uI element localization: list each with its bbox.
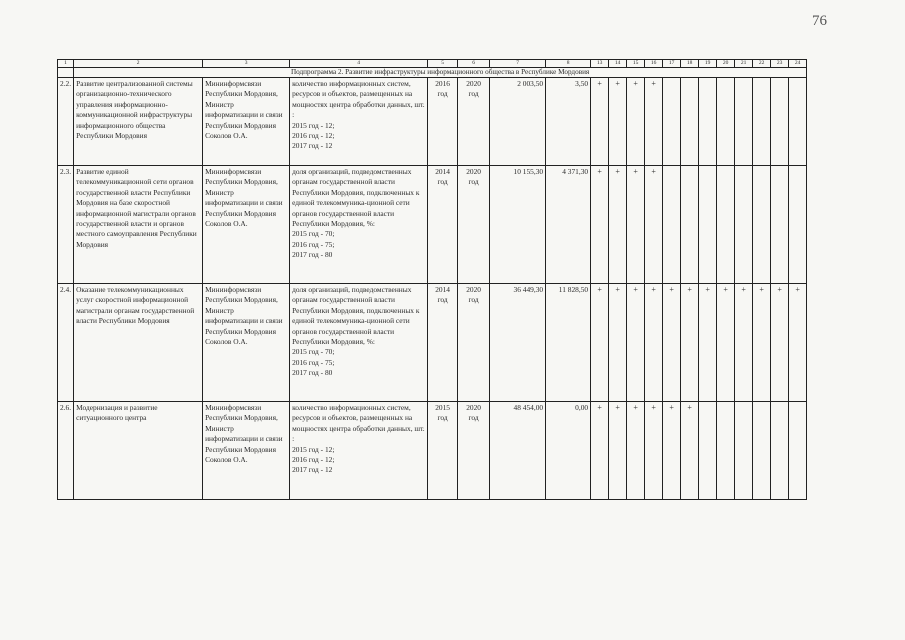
execution-mark: + xyxy=(645,284,663,402)
execution-mark xyxy=(789,166,807,284)
execution-mark: + xyxy=(663,402,681,500)
activity-name: Оказание телекоммуникационных услуг скоростной информационной магистрали органам государственной власти Республики Мордовия xyxy=(74,284,203,402)
execution-mark xyxy=(753,402,771,500)
executor: Мининформсвязи Республики Мордовия, Министр информатизации и связи Республики Мордовия Соколов О.А. xyxy=(203,78,290,166)
indicator: количество информационных систем, ресурсов и объектов, размещенных на мощностях центра обработки данных, шт. : 2015 год - 12; 2016 год - 12; 2017 год - 12 xyxy=(290,78,428,166)
execution-mark: + xyxy=(591,166,609,284)
row-number: 2.2. xyxy=(58,78,74,166)
indicator: доля организаций, подведомственных органам государственной власти Республики Мордовия, подключенных к единой телекоммуника-ционной сети органов государственной власти Республики Мордовия, %: 2015 год - 70; 2016 год - 75; 2017 год - 80 xyxy=(290,284,428,402)
column-number-row xyxy=(58,60,807,68)
execution-mark xyxy=(717,78,735,166)
execution-mark: + xyxy=(627,166,645,284)
start-year: 2016 год xyxy=(428,78,458,166)
total-funding: 2 003,50 xyxy=(490,78,546,166)
funding-value: 11 828,50 xyxy=(546,284,591,402)
execution-mark xyxy=(681,166,699,284)
execution-mark xyxy=(717,402,735,500)
table-row xyxy=(58,284,807,402)
column-number: 16 xyxy=(645,60,663,68)
funding-value: 0,00 xyxy=(546,402,591,500)
column-number: 20 xyxy=(717,60,735,68)
execution-mark: + xyxy=(645,402,663,500)
execution-mark: + xyxy=(753,284,771,402)
row-number: 2.3. xyxy=(58,166,74,284)
subprogram-title: Подпрограмма 2. Развитие инфраструктуры информационного общества в Республике Мордовия xyxy=(74,68,807,78)
table-row xyxy=(58,78,807,166)
start-year: 2014 год xyxy=(428,166,458,284)
execution-mark xyxy=(789,78,807,166)
funding-value: 4 371,30 xyxy=(546,166,591,284)
execution-mark: + xyxy=(591,402,609,500)
execution-mark: + xyxy=(609,78,627,166)
activity-name: Модернизация и развитие ситуационного центра xyxy=(74,402,203,500)
column-number: 2 xyxy=(74,60,203,68)
column-number: 18 xyxy=(681,60,699,68)
total-funding: 48 454,00 xyxy=(490,402,546,500)
execution-mark: + xyxy=(627,78,645,166)
total-funding: 10 155,30 xyxy=(490,166,546,284)
execution-mark xyxy=(699,78,717,166)
row-number: 2.4. xyxy=(58,284,74,402)
execution-mark xyxy=(753,78,771,166)
column-number: 15 xyxy=(627,60,645,68)
execution-mark xyxy=(717,166,735,284)
column-number: 24 xyxy=(789,60,807,68)
program-activities-table xyxy=(57,59,807,500)
executor: Мининформсвязи Республики Мордовия, Министр информатизации и связи Республики Мордовия Соколов О.А. xyxy=(203,166,290,284)
execution-mark xyxy=(735,78,753,166)
execution-mark: + xyxy=(591,78,609,166)
execution-mark: + xyxy=(627,284,645,402)
execution-mark: + xyxy=(681,402,699,500)
execution-mark xyxy=(699,402,717,500)
table-row xyxy=(58,166,807,284)
execution-mark: + xyxy=(645,78,663,166)
execution-mark xyxy=(735,402,753,500)
execution-mark xyxy=(789,402,807,500)
execution-mark: + xyxy=(591,284,609,402)
execution-mark: + xyxy=(735,284,753,402)
execution-mark xyxy=(771,402,789,500)
execution-mark xyxy=(753,166,771,284)
column-number: 22 xyxy=(753,60,771,68)
end-year: 2020 год xyxy=(458,402,490,500)
column-number: 3 xyxy=(203,60,290,68)
activity-name: Развитие централизованной системы организационно-технического управления информационно-коммуникационной инфраструктуры информационного общества Республики Мордовия xyxy=(74,78,203,166)
indicator: доля организаций, подведомственных органам государственной власти Республики Мордовия, подключенных к единой телекоммуника-ционной сети органов государственной власти Республики Мордовия, %: 2015 год - 70; 2016 год - 75; 2017 год - 80 xyxy=(290,166,428,284)
execution-mark: + xyxy=(663,284,681,402)
column-number: 17 xyxy=(663,60,681,68)
execution-mark xyxy=(771,78,789,166)
column-number: 1 xyxy=(58,60,74,68)
column-number: 23 xyxy=(771,60,789,68)
execution-mark xyxy=(771,166,789,284)
execution-mark: + xyxy=(717,284,735,402)
execution-mark xyxy=(681,78,699,166)
execution-mark xyxy=(699,166,717,284)
execution-mark: + xyxy=(681,284,699,402)
row-number: 2.6. xyxy=(58,402,74,500)
end-year: 2020 год xyxy=(458,166,490,284)
column-number: 21 xyxy=(735,60,753,68)
executor: Мининформсвязи Республики Мордовия, Министр информатизации и связи Республики Мордовия Соколов О.А. xyxy=(203,402,290,500)
activity-name: Развитие единой телекоммуникационной сети органов государственной власти Республики Мордовия на базе скоростной информационной магистрали органов государственной власти и органов местного самоуправления Республики Мордовия xyxy=(74,166,203,284)
table-row xyxy=(58,402,807,500)
execution-mark: + xyxy=(699,284,717,402)
column-number: 7 xyxy=(490,60,546,68)
end-year: 2020 год xyxy=(458,284,490,402)
execution-mark xyxy=(735,166,753,284)
execution-mark: + xyxy=(609,166,627,284)
column-number: 14 xyxy=(609,60,627,68)
column-number: 6 xyxy=(458,60,490,68)
indicator: количество информационных систем, ресурсов и объектов, размещенных на мощностях центра обработки данных, шт. : 2015 год - 12; 2016 год - 12; 2017 год - 12 xyxy=(290,402,428,500)
page-number: 76 xyxy=(812,13,827,29)
execution-mark xyxy=(663,78,681,166)
column-number: 5 xyxy=(428,60,458,68)
start-year: 2015 год xyxy=(428,402,458,500)
execution-mark xyxy=(663,166,681,284)
execution-mark: + xyxy=(645,166,663,284)
execution-mark: + xyxy=(771,284,789,402)
executor: Мининформсвязи Республики Мордовия, Министр информатизации и связи Республики Мордовия Соколов О.А. xyxy=(203,284,290,402)
column-number: 13 xyxy=(591,60,609,68)
start-year: 2014 год xyxy=(428,284,458,402)
execution-mark: + xyxy=(609,402,627,500)
total-funding: 36 449,30 xyxy=(490,284,546,402)
execution-mark: + xyxy=(789,284,807,402)
column-number: 8 xyxy=(546,60,591,68)
column-number: 4 xyxy=(290,60,428,68)
execution-mark: + xyxy=(627,402,645,500)
subprogram-row xyxy=(58,68,807,78)
column-number: 19 xyxy=(699,60,717,68)
funding-value: 3,50 xyxy=(546,78,591,166)
execution-mark: + xyxy=(609,284,627,402)
end-year: 2020 год xyxy=(458,78,490,166)
